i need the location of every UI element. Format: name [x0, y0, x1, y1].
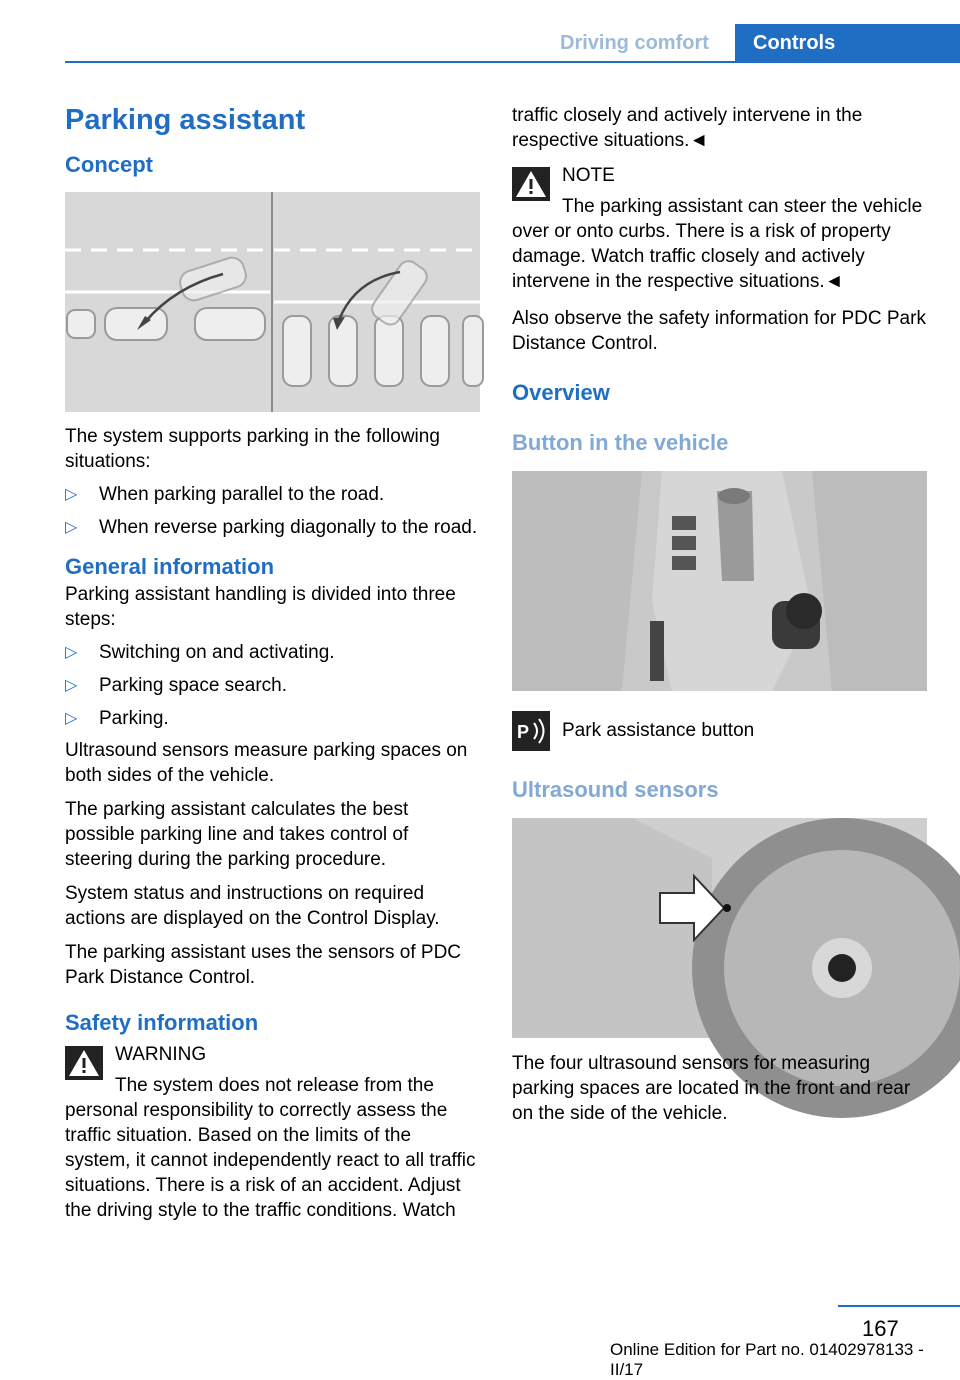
page-number: 167: [862, 1316, 899, 1341]
header-rule: [65, 61, 960, 63]
button-heading: Button in the vehicle: [512, 430, 729, 455]
park-assist-button-label: Park assistance button: [562, 720, 755, 741]
right-column: [512, 103, 930, 1126]
warning-triangle-icon: [512, 167, 550, 201]
note-label: NOTE: [562, 165, 615, 186]
bullet-triangle-icon: ▷: [65, 677, 78, 694]
warning-label: WARNING: [115, 1044, 207, 1065]
bullet-triangle-icon: ▷: [65, 710, 78, 727]
list-item: ▷ Parking space search.: [65, 675, 287, 696]
list-item: ▷ Switching on and activating.: [65, 642, 335, 663]
sensors-measure-text: Ultrasound sensors measure parking spaces on both sides of the vehicle.: [65, 740, 468, 786]
bullet-triangle-icon: ▷: [65, 486, 78, 503]
general-info-heading: General information: [65, 554, 275, 579]
sensors-description: The four ultrasound sensors for measuring parking spaces are located in the front and rear on the side of the vehicle.: [512, 1053, 911, 1124]
overview-heading: Overview: [512, 380, 610, 405]
bullet-triangle-icon: ▷: [65, 519, 78, 536]
situations-list: [65, 482, 480, 540]
header-section-tab[interactable]: Driving comfort: [560, 32, 709, 54]
safety-heading: Safety information: [65, 1010, 259, 1035]
svg-text:P: P: [517, 722, 530, 742]
warning-continuation: traffic closely and actively intervene in the respective situations.◄: [512, 105, 863, 151]
concept-heading: Concept: [65, 152, 153, 177]
vehicle-console-photo: [512, 471, 927, 691]
list-item: ▷ Parking.: [65, 708, 169, 729]
park-assist-button-row: [512, 711, 930, 751]
sensors-heading: Ultrasound sensors: [512, 777, 719, 802]
park-assist-button-icon[interactable]: [512, 711, 550, 751]
header-chapter-tab[interactable]: Controls: [735, 24, 960, 62]
note-notice: [512, 163, 930, 188]
page-title: Parking assistant: [65, 104, 306, 136]
ultrasound-sensor-photo: [512, 818, 927, 1038]
pdc-text: The parking assistant uses the sensors of PDC Park Distance Control.: [65, 942, 462, 988]
calculates-text: The parking assistant calculates the best possible parking line and takes control of steering during the parking procedure.: [65, 799, 409, 870]
left-column: [65, 100, 480, 1223]
warning-notice: [65, 1042, 480, 1067]
observe-text: Also observe the safety information for PDC Park Distance Control.: [512, 308, 926, 354]
note-text: The parking assistant can steer the vehicle over or onto curbs. There is a risk of property damage. Watch traffic closely and actively intervene in the respective situations.◄: [512, 196, 923, 292]
footer-rule: [838, 1305, 960, 1307]
list-item: ▷ When parking parallel to the road.: [65, 484, 385, 505]
parking-concept-illustration: [65, 192, 480, 412]
intro-text: The system supports parking in the following situations:: [65, 426, 440, 472]
steps-list: [65, 640, 480, 731]
general-intro-text: Parking assistant handling is divided into three steps:: [65, 584, 456, 630]
warning-triangle-icon: [65, 1046, 103, 1080]
list-item: ▷ When reverse parking diagonally to the road.: [65, 517, 478, 538]
bullet-triangle-icon: ▷: [65, 644, 78, 661]
edition-text: Online Edition for Part no. 01402978133 - II/17: [610, 1340, 924, 1379]
warning-text: The system does not release from the personal responsibility to correctly assess the traffic situation. Based on the limits of the system, it cannot independently react to all traffic situations. There is a risk of an accident. Adjust the driving style to the traffic conditions. Watch: [65, 1075, 476, 1221]
status-text: System status and instructions on required actions are displayed on the Control Display.: [65, 883, 440, 929]
